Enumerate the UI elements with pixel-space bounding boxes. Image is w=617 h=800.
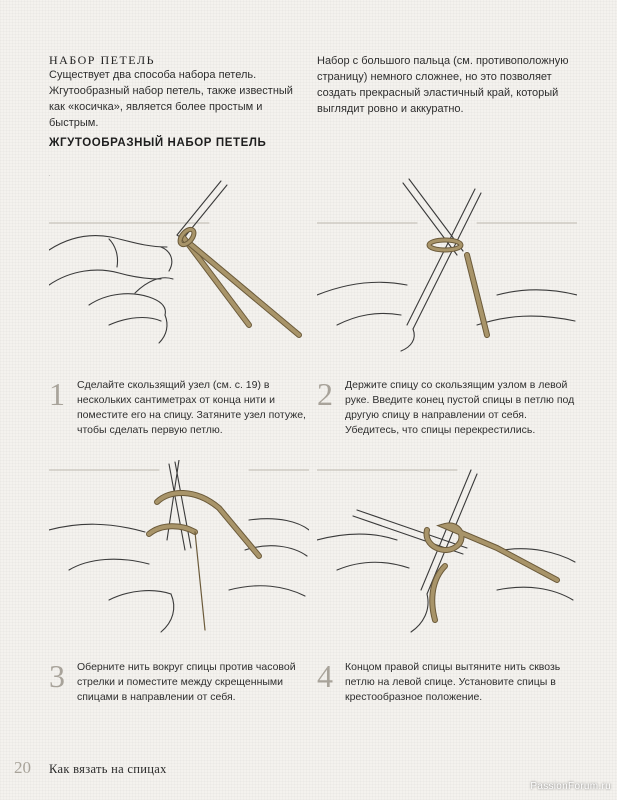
- step-1-text: Сделайте скользящий узел (см. с. 19) в нескольких сантиметрах от конца нити и поместите его на спицу. Затяните узел потуже, чтобы сделать первую петлю.: [77, 379, 306, 436]
- illustration-step-2: [317, 175, 577, 355]
- intro-left-paragraph: Существует два способа набора петель. Жгутообразный набор петель, также известный как «косичка», является более простым и быстрым.: [49, 69, 293, 129]
- illustration-step-4: [317, 460, 577, 640]
- step-1-number: 1: [49, 376, 65, 412]
- illustration-step-1: [49, 175, 309, 355]
- section-title: НАБОР ПЕТЕЛЬ: [49, 53, 156, 67]
- subheading: ЖГУТООБРАЗНЫЙ НАБОР ПЕТЕЛЬ: [49, 137, 267, 149]
- step-3-number: 3: [49, 658, 65, 694]
- illustration-step-3: [49, 460, 309, 640]
- watermark: PassionForum.ru: [530, 781, 611, 792]
- step-4-text: Концом правой спицы вытяните нить сквозь петлю на левой спице. Установите спицы в крестообразное положение.: [345, 661, 561, 703]
- page-number: 20: [14, 758, 31, 777]
- step-2-text: Держите спицу со скользящим узлом в левой руке. Введите конец пустой спицы в петлю под другую спицу в направлении от себя. Убедитесь, что спицы перекрестились.: [345, 379, 575, 436]
- step-3-text: Оберните нить вокруг спицы против часовой стрелки и поместите между скрещенными спицами в направлении от себя.: [77, 661, 296, 703]
- intro-right-paragraph: Набор с большого пальца (см. противоположную страницу) немного сложнее, но это позволяет создать прекрасный эластичный край, который выглядит ровно и аккуратно.: [317, 55, 569, 115]
- step-2-number: 2: [317, 376, 333, 412]
- step-4-number: 4: [317, 658, 333, 694]
- book-title: Как вязать на спицах: [49, 762, 167, 776]
